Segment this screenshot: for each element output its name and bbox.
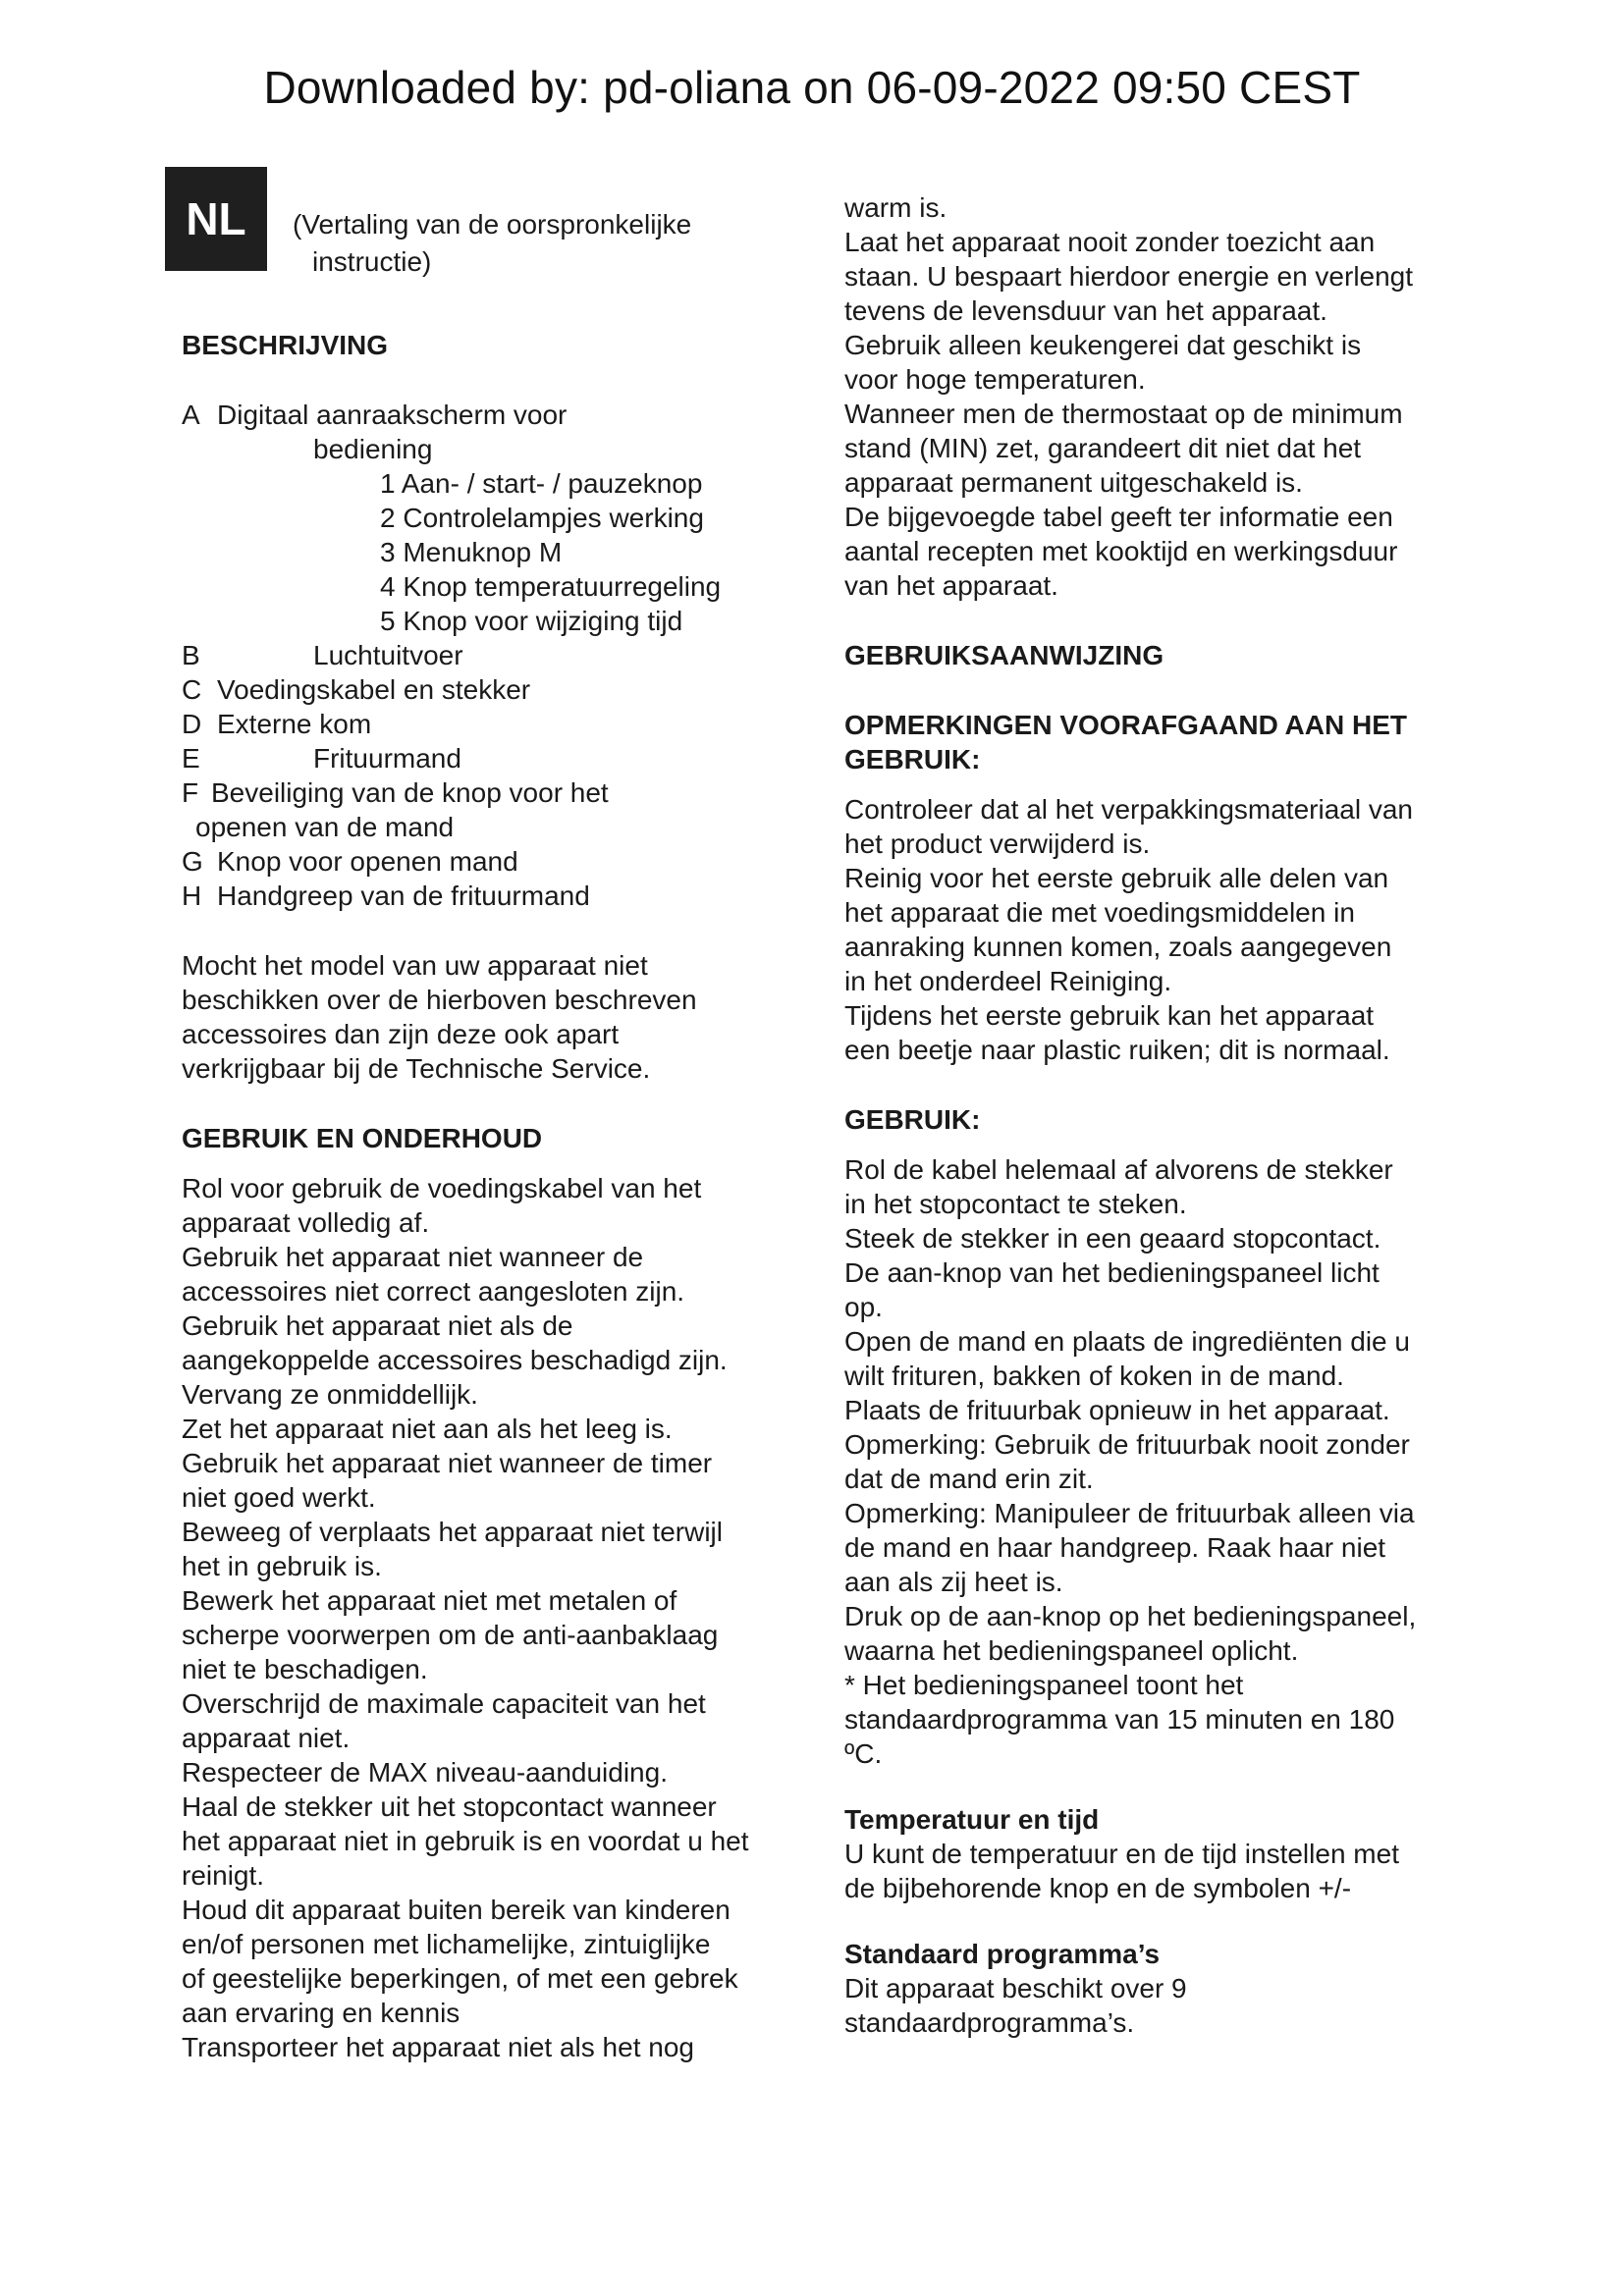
remarks-line: aanraking kunnen komen, zoals aangegeven [844,932,1392,962]
translation-note [293,206,691,281]
usage-line: Opmerking: Gebruik de frituurbak nooit zonder [844,1429,1410,1460]
cont-line: Wanneer men de thermostaat op de minimum [844,399,1403,429]
part-item-b: B Luchtuitvoer [182,640,463,670]
remarks-line: in het onderdeel Reiniging. [844,966,1172,996]
heading-instructions: GEBRUIKSAANWIJZING [844,640,1164,670]
use-line: Gebruik het apparaat niet als de [182,1310,573,1341]
use-line: Bewerk het apparaat niet met metalen of [182,1585,677,1616]
cont-line: Laat het apparaat nooit zonder toezicht aan [844,227,1376,257]
part-item-a: A Digitaal aanraakscherm voor [182,400,568,430]
use-line: aan ervaring en kennis [182,1998,460,2028]
cont-line: warm is. [844,192,947,223]
cont-line: De bijgevoegde tabel geeft ter informatie een [844,502,1393,532]
use-line: Respecteer de MAX niveau-aanduiding. [182,1757,668,1788]
translation-note-line2: instructie) [312,246,432,277]
heading-standard-programs: Standaard programma’s [844,1939,1161,1969]
use-line: Gebruik het apparaat niet wanneer de timer [182,1448,713,1478]
use-line: het apparaat niet in gebruik is en voordat u het [182,1826,749,1856]
use-line: Beweeg of verplaats het apparaat niet terwijl [182,1517,723,1547]
use-line: apparaat volledig af. [182,1207,430,1238]
cont-line: van het apparaat. [844,570,1058,601]
remarks-line: een beetje naar plastic ruiken; dit is normaal. [844,1035,1390,1065]
usage-line: De aan-knop van het bedieningspaneel licht [844,1257,1380,1288]
temp-line: de bijbehorende knop en de symbolen +/- [844,1873,1352,1903]
usage-line: wilt frituren, bakken of koken in de mand. [844,1361,1344,1391]
part-item-c: C Voedingskabel en stekker [182,674,531,705]
usage-line: de mand en haar handgreep. Raak haar niet [844,1532,1386,1563]
part-item-d: D Externe kom [182,709,372,739]
use-line: Zet het apparaat niet aan als het leeg is. [182,1414,673,1444]
sub-item: 2 Controlelampjes werking [380,503,704,533]
remarks-line: het product verwijderd is. [844,828,1151,859]
usage-line: Open de mand en plaats de ingrediënten die u [844,1326,1410,1357]
cont-line: stand (MIN) zet, garandeert dit niet dat het [844,433,1362,463]
heading-temperature-time: Temperatuur en tijd [844,1804,1100,1835]
part-item-f: F Beveiliging van de knop voor het [182,777,609,808]
use-line: Haal de stekker uit het stopcontact wanneer [182,1791,717,1822]
heading-remarks: OPMERKINGEN VOORAFGAAND AAN HET [844,710,1407,740]
cont-line: staan. U bespaart hierdoor energie en verlengt [844,261,1414,292]
usage-line: dat de mand erin zit. [844,1464,1094,1494]
accessories-line: accessoires dan zijn deze ook apart [182,1019,620,1049]
left-column [182,328,810,2064]
usage-line: Rol de kabel helemaal af alvorens de stekker [844,1154,1393,1185]
use-line: aangekoppelde accessoires beschadigd zijn. [182,1345,728,1375]
sub-item: 3 Menuknop M [380,537,563,567]
usage-line: Opmerking: Manipuleer de frituurbak alleen via [844,1498,1415,1528]
part-item-g: G Knop voor openen mand [182,846,518,877]
translation-note-line1: (Vertaling van de oorspronkelijke [293,209,692,240]
use-line: Rol voor gebruik de voedingskabel van het [182,1173,702,1203]
programs-line: standaardprogramma’s. [844,2007,1135,2038]
use-line: Transporteer het apparaat niet als het nog [182,2032,694,2062]
temp-line: U kunt de temperatuur en de tijd instellen met [844,1839,1399,1869]
use-line: Vervang ze onmiddellijk. [182,1379,478,1410]
use-line: reinigt. [182,1860,265,1891]
usage-line: in het stopcontact te steken. [844,1189,1187,1219]
remarks-line: Reinig voor het eerste gebruik alle delen van [844,863,1389,893]
part-item-e: E Frituurmand [182,743,461,774]
right-column [844,190,1473,2040]
use-line: accessoires niet correct aangesloten zijn. [182,1276,685,1307]
usage-line: op. [844,1292,883,1322]
part-item-h: H Handgreep van de frituurmand [182,881,590,911]
remarks-line: het apparaat die met voedingsmiddelen in [844,897,1355,928]
cont-line: voor hoge temperaturen. [844,364,1146,395]
sub-item: 1 Aan- / start- / pauzeknop [380,468,703,499]
usage-line: * Het bedieningspaneel toont het [844,1670,1244,1700]
cont-line: tevens de levensduur van het apparaat. [844,295,1327,326]
heading-description: BESCHRIJVING [182,330,389,360]
usage-line: Steek de stekker in een geaard stopcontact. [844,1223,1381,1254]
heading-remarks-cont: GEBRUIK: [844,744,981,774]
part-item-f-cont: openen van de mand [195,812,455,842]
accessories-line: Mocht het model van uw apparaat niet [182,950,648,981]
programs-line: Dit apparaat beschikt over 9 [844,1973,1187,2003]
remarks-line: Controleer dat al het verpakkingsmateriaal van [844,794,1413,825]
cont-line: apparaat permanent uitgeschakeld is. [844,467,1303,498]
usage-line: Druk op de aan-knop op het bedieningspaneel, [844,1601,1417,1631]
accessories-line: beschikken over de hierboven beschreven [182,985,697,1015]
use-line: of geestelijke beperkingen, of met een gebrek [182,1963,738,1994]
use-line: het in gebruik is. [182,1551,382,1581]
usage-line: Plaats de frituurbak opnieuw in het apparaat. [844,1395,1390,1425]
use-line: apparaat niet. [182,1723,351,1753]
remarks-line: Tijdens het eerste gebruik kan het apparaat [844,1000,1375,1031]
sub-item: 5 Knop voor wijziging tijd [380,606,683,636]
use-line: Overschrijd de maximale capaciteit van het [182,1688,706,1719]
use-line: en/of personen met lichamelijke, zintuiglijke [182,1929,711,1959]
accessories-line: verkrijgbaar bij de Technische Service. [182,1053,651,1084]
usage-line: waarna het bedieningspaneel oplicht. [844,1635,1299,1666]
use-line: Houd dit apparaat buiten bereik van kinderen [182,1895,731,1925]
usage-line: aan als zij heet is. [844,1567,1063,1597]
cont-line: aantal recepten met kooktijd en werkingsduur [844,536,1398,566]
download-banner: Downloaded by: pd-oliana on 06-09-2022 09:50 CEST [263,62,1361,113]
use-line: niet te beschadigen. [182,1654,428,1684]
use-line: scherpe voorwerpen om de anti-aanbaklaag [182,1620,719,1650]
use-line: Gebruik het apparaat niet wanneer de [182,1242,644,1272]
sub-item: 4 Knop temperatuurregeling [380,571,722,602]
cont-line: Gebruik alleen keukengerei dat geschikt is [844,330,1362,360]
usage-line: standaardprogramma van 15 minuten en 180 [844,1704,1395,1735]
use-line: niet goed werkt. [182,1482,376,1513]
heading-usage: GEBRUIK: [844,1104,981,1135]
language-badge: NL [165,167,267,271]
usage-line: ºC. [844,1738,883,1769]
heading-use-maintenance: GEBRUIK EN ONDERHOUD [182,1123,543,1153]
part-item-a-cont: bediening [313,434,433,464]
